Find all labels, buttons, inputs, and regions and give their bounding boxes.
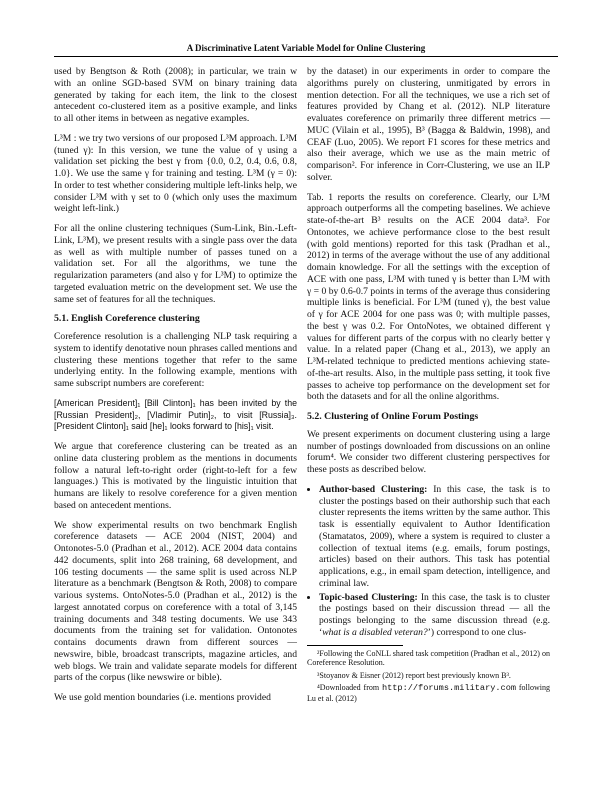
bullet-title: Author-based Clustering: xyxy=(319,483,428,495)
paragraph-online-argument: We argue that coreference clustering can be treated as an online data clustering problem as the mentions in documents follow a natural left-to-right order (right-to-left for a few languages.) This is motivated by the linguistic intuition that humans are likely to resolve coreference for a given mention based on antecedent mentions. xyxy=(54,441,297,511)
bullet-text: In this case, the task is to cluster the postings based on their authorship such that each cluster represents the items written by the same author. This task is essentially equivalent to Author Identification (Stamatatos, 2009), where a system is required to cluster a collection of textual items (e.g. emails, forum postings, articles) based on their authors. This task has potential applications, e.g., in email spam detection, intelligence, and criminal law. xyxy=(319,483,550,589)
clustering-perspectives-list xyxy=(307,484,550,639)
paragraph-baseline: used by Bengtson & Roth (2008); in particular, we train w with an online SGD-based SVM on binary training data generated by taking for each item, the link to the closest antecedent co-clustered item as a positive example, and links to all other items in between as negative examples. xyxy=(54,66,297,124)
bullet-text: In this case, the task is to cluster the postings based on their discussion thread — all the postings belonging to the same discussion thread (e.g. ‘ xyxy=(319,591,550,638)
paragraph-l3m-versions: L³M : we try two versions of our proposed L³M approach. L³M (tuned γ): In this version, we tune the value of γ using a validation set picking the best γ from {0.0, 0.2, 0.4, 0.6, 0.8, 1.0}. We use the same γ for training and testing. L³M (γ = 0): In order to test whether considering multiple left-links help, we consider L³M with γ set to 0 (which only uses the maximum weight left-link.) xyxy=(54,132,297,215)
bullet-title: Topic-based Clustering: xyxy=(319,591,418,603)
footnote-text: following Lu et al. (2012) xyxy=(307,683,550,703)
footnote-4 xyxy=(307,683,550,703)
paragraph-forum-intro: We present experiments on document clustering using a large number of postings downloaded from discussions on an online forum⁴. We consider two different clustering perspectives for these posts as described below. xyxy=(307,428,550,475)
list-item-author-clustering xyxy=(319,484,550,590)
paragraph-datasets: We show experimental results on two benchmark English coreference datasets — ACE 2004 (NIST, 2004) and Ontonotes-5.0 (Pradhan et al., 2012). ACE 2004 data contains 442 documents, split into 268 training, 68 development, and 106 testing documents — the same split is used across NLP literature as a benchmark (Bengtson & Roth, 2008) to compare various systems. OntoNotes-5.0 (Pradhan et al., 2012) is the largest annotated corpus on coreference with a total of 3,145 training documents and 348 testing documents. We use 343 documents from the training set for validation. Ontonotes contains documents drawn from different sources — newswire, bible, broadcast transcripts, magazine articles, and web blogs. We train and validate separate models for different parts of the corpus (like newswire or bible). xyxy=(54,519,297,684)
footnote-2: ²Following the CoNLL shared task competition (Pradhan et al., 2012) on Coreference Resolution. xyxy=(307,648,550,668)
footnote-text: ⁴Downloaded from xyxy=(317,683,382,693)
right-column xyxy=(307,66,550,703)
footnote-3: ³Stoyanov & Eisner (2012) report best previously known B³. xyxy=(317,670,511,680)
paragraph-coreference-intro: Coreference resolution is a challenging NLP task requiring a system to identify denotative noun phrases called mentions and clustering these mentions together that refer to the same underlying entity. In the following example, mentions with same subscript numbers are coreferent: xyxy=(54,331,297,389)
left-column xyxy=(54,66,297,712)
coreference-example: [American President]₁ [Bill Clinton]₁ has been invited by the [Russian President]₂, [Vladimir Putin]₂, to visit [Russia]₃. [President Clinton]₁ said [he]₁ looks forward to [his]₁ visit. xyxy=(54,397,297,432)
bullet-text: ’) correspond to one clus- xyxy=(427,626,527,638)
paragraph-results: Tab. 1 reports the results on coreference. Clearly, our L³M approach outperforms all the competing baselines. We achieve state-of-the-art B³ results on the ACE 2004 data³. For Ontonotes, we achieve performance close to the best result (with gold mentions) reported for this task (Pradhan et al., 2012) in terms of the average without the use of any additional domain knowledge. For all the settings with the exception of ACE with one pass, L³M with tuned γ is better than L³M with γ = 0 by 0.6-0.7 points in terms of the average thus considering multiple links is beneficial. For L³M (tuned γ), the best value of γ for ACE 2004 for one pass was 0; with multiple passes, the best γ was 0.2. For OntoNotes, we obtained different γ values for different parts of the corpus with no clearly better γ value. In a related paper (Chang et al., 2013), we apply an L³M-related technique to predicted mentions achieving state-of-the-art results. Also, in the multiple pass setting, it took five passes to acheive top performance on the development set for both the datasets and for all the online algorithms. xyxy=(307,191,550,403)
footnote-rule xyxy=(307,645,403,646)
running-title: A Discriminative Latent Variable Model for Online Clustering xyxy=(186,43,426,53)
bullet-quote: what is a disabled veteran? xyxy=(322,626,428,638)
list-item-topic-clustering xyxy=(319,592,550,639)
forum-url-link[interactable]: http://forums.military.com xyxy=(381,683,517,694)
section-heading-forum: 5.2. Clustering of Online Forum Postings xyxy=(307,411,479,422)
paragraph-metrics: by the dataset) in our experiments in order to compare the algorithms purely on clustering, unmitigated by errors in mention detection. For all the techniques, we use a rich set of features provided by Chang et al. (2012). NLP literature evaluates coreference on primarily three different metrics — MUC (Vilain et al., 1995), B³ (Bagga & Baldwin, 1998), and CEAF (Luo, 2005). We report F1 scores for these metrics and also their average, which we use as the main metric of comparison². For inference in Corr-Clustering, we use an ILP solver. xyxy=(307,66,550,183)
paragraph-online-techniques: For all the online clustering techniques (Sum-Link, Bin.-Left-Link, L³M), we present results with a single pass over the data as well as with multiple number of passes tuned on a validation set. For all the algorithms, we tune the regularization parameters (and also γ for L³M) to optimize the targeted evaluation metric on the development set. We use the same set of features for all the techniques. xyxy=(54,223,297,305)
paragraph-gold-mentions: We use gold mention boundaries (i.e. mentions provided xyxy=(54,692,271,703)
section-heading-coreference: 5.1. English Coreference clustering xyxy=(54,313,200,325)
header-rule xyxy=(54,56,558,57)
